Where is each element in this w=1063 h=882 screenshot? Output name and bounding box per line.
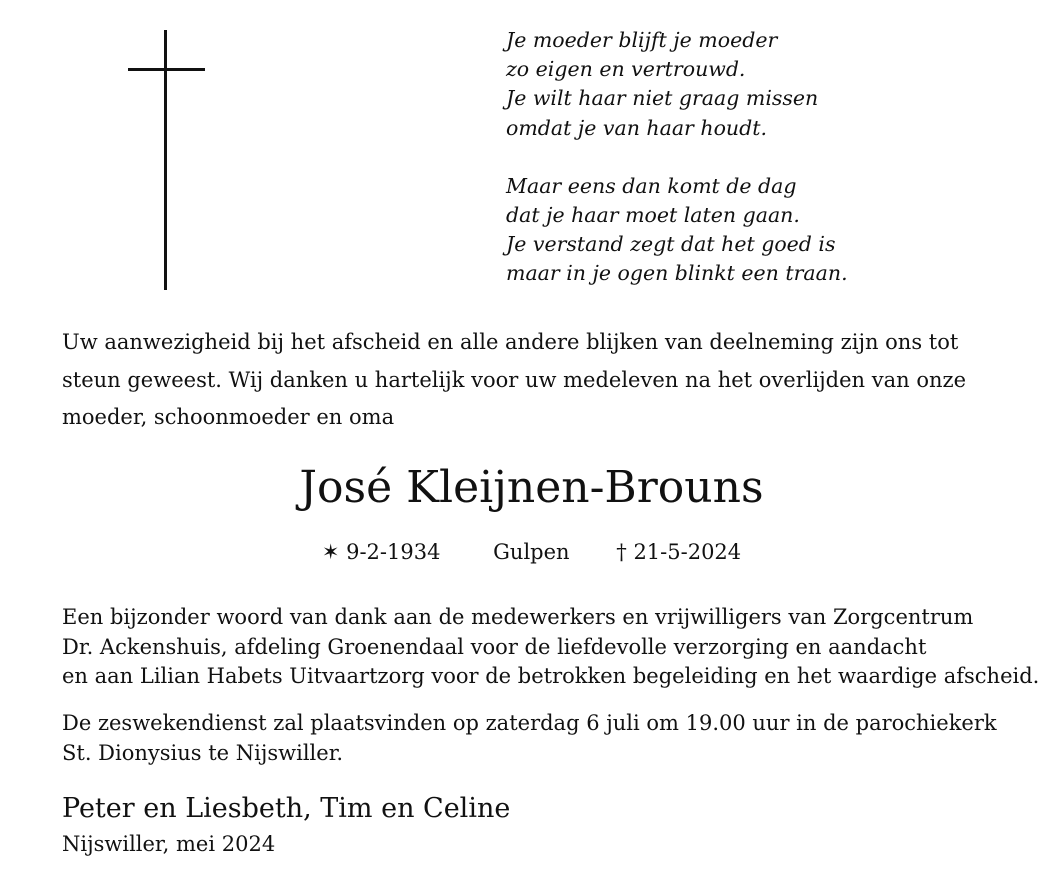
thanks-line: en aan Lilian Habets Uitvaartzorg voor de betrokken begeleiding en het waardige afscheid. [62,664,1040,688]
birth-place: Gulpen [493,540,570,564]
service-paragraph [62,709,1052,768]
service-line: De zeswekendienst zal plaatsvinden op zaterdag 6 juli om 19.00 uur in de parochiekerk [62,711,997,735]
poem-line: zo eigen en vertrouwd. [506,57,746,82]
poem [506,26,848,318]
thanks-line: Dr. Ackenshuis, afdeling Groenendaal voor de liefdevolle verzorging en aandacht [62,634,927,659]
place-date: Nijswiller, mei 2024 [62,832,276,856]
poem-stanza-1 [506,26,848,143]
intro-line: Uw aanwezigheid bij het afscheid en alle andere blijken van deelneming zijn ons tot [62,330,959,354]
thanks-line: Een bijzonder woord van dank aan de medewerkers en vrijwilligers van Zorgcentrum [62,605,974,629]
life-dates [0,537,1063,567]
thanks-paragraph [62,603,1052,692]
intro-line: steun geweest. Wij danken u hartelijk voor uw medeleven na het overlijden van onze [62,367,966,392]
cross-horizontal-bar [128,68,205,71]
poem-line: Je moeder blijft je moeder [506,28,778,52]
intro-paragraph [62,324,1022,437]
poem-line: omdat je van haar houdt. [506,115,767,140]
poem-line: dat je haar moet laten gaan. [506,203,800,228]
poem-line: Je verstand zegt dat het goed is [506,232,836,257]
poem-line: Maar eens dan komt de dag [506,173,797,198]
poem-line: maar in je ogen blinkt een traan. [506,261,848,286]
intro-line: moeder, schoonmoeder en oma [62,405,395,429]
death-date: † 21-5-2024 [616,540,742,564]
poem-stanza-2 [506,172,848,289]
service-line: St. Dionysius te Nijswiller. [62,740,344,765]
birth-date: ✶ 9-2-1934 [321,540,441,564]
poem-line: Je wilt haar niet graag missen [506,86,819,111]
signers: Peter en Liesbeth, Tim en Celine [62,793,511,824]
deceased-name: José Kleijnen-Brouns [299,462,764,513]
